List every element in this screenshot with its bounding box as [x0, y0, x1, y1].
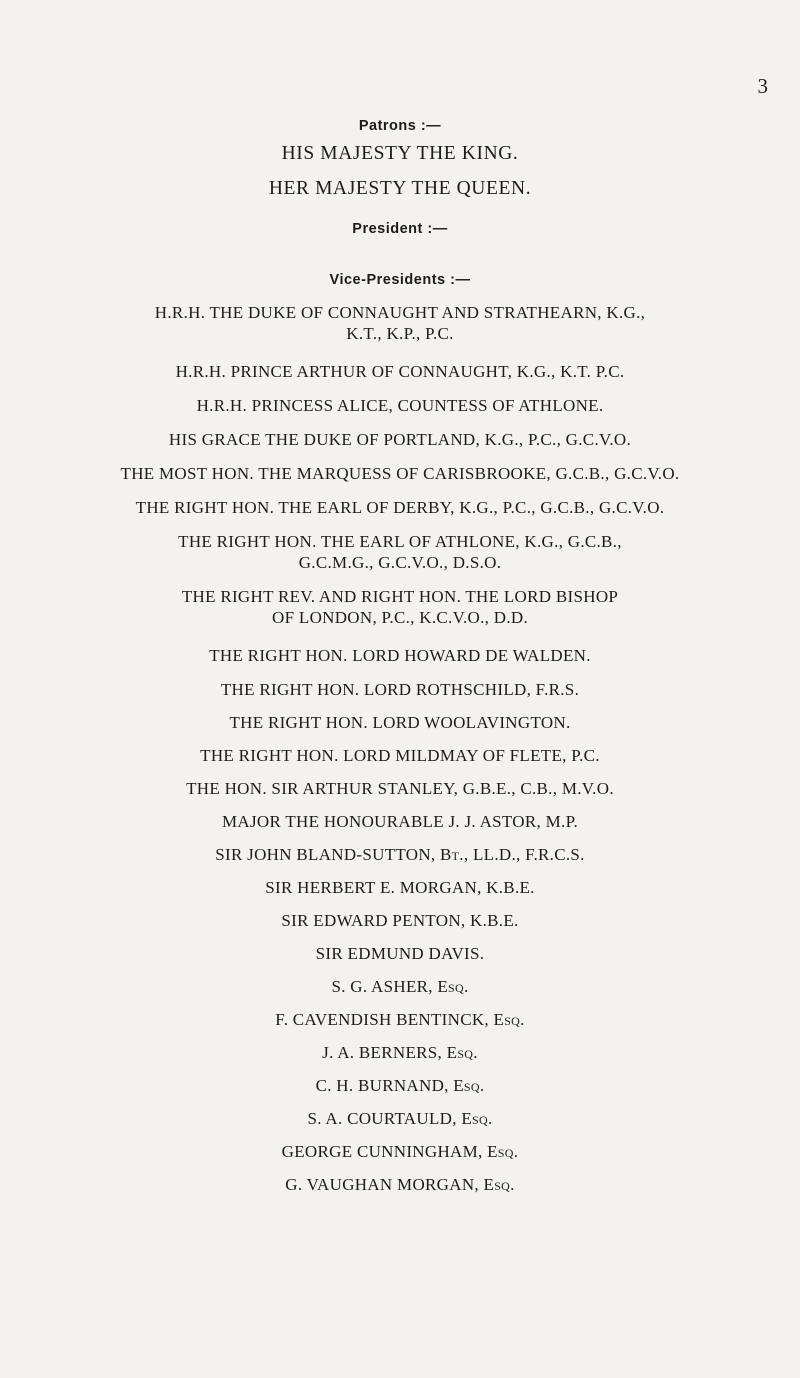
vice-president-name [0, 778, 800, 799]
patrons-heading: Patrons :— [358, 118, 442, 134]
name-text: GEORGE CUNNINGHAM, [281, 1142, 488, 1161]
vice-president-entry [0, 531, 800, 573]
vice-president-entry [0, 811, 800, 832]
name-text: THE RIGHT HON. THE EARL OF ATHLONE, K.G., G.C.B., [178, 532, 622, 551]
vice-president-entry [0, 429, 800, 450]
vice-president-entry [0, 1042, 800, 1063]
vice-president-entry [0, 1009, 800, 1030]
vice-president-entry [0, 877, 800, 898]
vice-president-entry [0, 943, 800, 964]
vice-president-entry [0, 645, 800, 666]
page-number: 3 [757, 74, 768, 98]
name-text: SIR EDMUND DAVIS. [315, 944, 485, 963]
name-suffix: Esq. [453, 1076, 485, 1095]
vice-president-entry [0, 1174, 800, 1195]
name-text: H.R.H. PRINCE ARTHUR OF CONNAUGHT, K.G., K.T. P.C. [175, 362, 625, 381]
vice-president-name [0, 463, 800, 484]
vice-president-name [0, 877, 800, 898]
vice-president-name [0, 361, 800, 382]
vice-president-name [0, 811, 800, 832]
name-text: THE RIGHT REV. AND RIGHT HON. THE LORD BISHOP [181, 587, 619, 606]
name-text: H.R.H. THE DUKE OF CONNAUGHT AND STRATHEARN, K.G., [154, 303, 646, 322]
name-suffix: Esq. [487, 1142, 519, 1161]
vice-president-entry [0, 497, 800, 518]
vice-president-entry [0, 302, 800, 344]
president-section [0, 219, 800, 239]
vice-president-name [0, 429, 800, 450]
name-text: THE RIGHT HON. LORD WOOLAVINGTON. [229, 713, 571, 732]
name-text: J. A. BERNERS, [322, 1043, 447, 1062]
vice-president-name [0, 943, 800, 964]
vice-president-name [0, 1141, 800, 1162]
vice-president-name [0, 712, 800, 733]
vice-president-name [0, 1042, 800, 1063]
vice-president-entry [0, 844, 800, 865]
name-text: F. CAVENDISH BENTINCK, [275, 1010, 494, 1029]
vice-president-name-continued: K.T., K.P., P.C. [346, 324, 454, 343]
vice-president-entry [0, 361, 800, 382]
vice-president-name [0, 844, 800, 865]
patrons-section [0, 116, 800, 201]
name-suffix: Esq. [483, 1175, 515, 1194]
name-text: THE RIGHT HON. LORD ROTHSCHILD, F.R.S. [220, 680, 580, 699]
name-suffix: Bt. [440, 845, 464, 864]
vice-presidents-list [0, 302, 800, 1195]
name-text: SIR EDWARD PENTON, K.B.E. [281, 911, 519, 930]
name-suffix: Esq. [461, 1109, 493, 1128]
name-text: G. VAUGHAN MORGAN, [285, 1175, 484, 1194]
vice-president-entry [0, 778, 800, 799]
vice-president-name [0, 745, 800, 766]
vice-president-name [0, 531, 800, 552]
name-text: SIR HERBERT E. MORGAN, K.B.E. [265, 878, 535, 897]
vice-president-name [0, 679, 800, 700]
vice-president-entry [0, 745, 800, 766]
vice-president-name [0, 645, 800, 666]
vice-president-entry [0, 395, 800, 416]
vice-president-name [0, 302, 800, 323]
vice-president-name [0, 497, 800, 518]
vice-president-name [0, 910, 800, 931]
name-text: HIS GRACE THE DUKE OF PORTLAND, K.G., P.C., G.C.V.O. [168, 430, 632, 449]
vice-president-name [0, 1075, 800, 1096]
vice-president-entry [0, 712, 800, 733]
name-text: SIR JOHN BLAND-SUTTON, [215, 845, 441, 864]
vice-president-entry [0, 463, 800, 484]
name-text: MAJOR THE HONOURABLE J. J. ASTOR, M.P. [221, 812, 579, 831]
name-text: THE RIGHT HON. THE EARL OF DERBY, K.G., P.C., G.C.B., G.C.V.O. [135, 498, 665, 517]
vice-president-name [0, 586, 800, 607]
name-text: THE HON. SIR ARTHUR STANLEY, G.B.E., C.B., M.V.O. [186, 779, 614, 798]
name-text: C. H. BURNAND, [315, 1076, 454, 1095]
vice-president-name-continued: OF LONDON, P.C., K.C.V.O., D.D. [272, 608, 528, 627]
name-suffix: Esq. [437, 977, 469, 996]
vice-presidents-heading: Vice-Presidents :— [329, 272, 471, 288]
vice-president-entry [0, 1141, 800, 1162]
patron-name: HER MAJESTY THE QUEEN. [268, 178, 532, 199]
vice-president-name-continued: G.C.M.G., G.C.V.O., D.S.O. [298, 553, 502, 572]
patron-name: HIS MAJESTY THE KING. [281, 143, 519, 164]
vice-president-name [0, 395, 800, 416]
vice-presidents-section [0, 270, 800, 1195]
name-text: H.R.H. PRINCESS ALICE, COUNTESS OF ATHLONE. [196, 396, 604, 415]
name-text: S. A. COURTAULD, [307, 1109, 462, 1128]
name-text: THE RIGHT HON. LORD HOWARD DE WALDEN. [209, 646, 591, 665]
name-suffix: Esq. [446, 1043, 478, 1062]
vice-president-entry [0, 586, 800, 628]
president-heading: President :— [352, 221, 448, 237]
document-body [0, 116, 800, 1195]
vice-president-entry [0, 679, 800, 700]
name-text: THE RIGHT HON. LORD MILDMAY OF FLETE, P.C. [200, 746, 600, 765]
vice-president-entry [0, 910, 800, 931]
vice-president-name [0, 976, 800, 997]
name-tail: , LL.D., F.R.C.S. [463, 845, 585, 864]
vice-president-name [0, 1108, 800, 1129]
vice-president-entry [0, 1108, 800, 1129]
vice-president-name [0, 1009, 800, 1030]
vice-president-name [0, 1174, 800, 1195]
vice-president-entry [0, 976, 800, 997]
name-text: S. G. ASHER, [331, 977, 438, 996]
vice-president-entry [0, 1075, 800, 1096]
name-text: THE MOST HON. THE MARQUESS OF CARISBROOKE, G.C.B., G.C.V.O. [120, 464, 680, 483]
name-suffix: Esq. [493, 1010, 525, 1029]
